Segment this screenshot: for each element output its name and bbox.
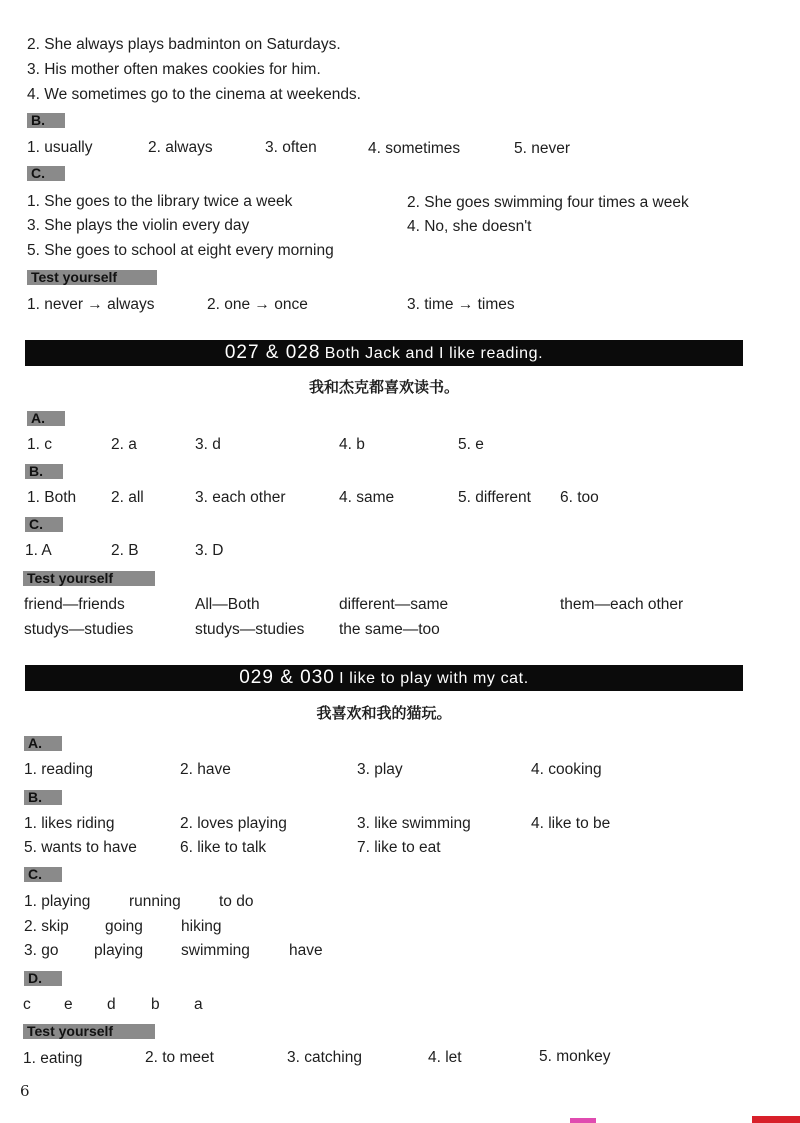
answer-item: 1. She goes to the library twice a week xyxy=(27,193,293,210)
answer-item: 2. skip xyxy=(24,918,69,935)
answer-item: 3. time → times xyxy=(407,296,515,313)
answer-item: going xyxy=(105,918,143,935)
answer-line: 2. She always plays badminton on Saturdays. xyxy=(27,36,341,53)
answer-item: 2. to meet xyxy=(145,1049,214,1066)
page-number: 6 xyxy=(20,1082,30,1100)
section-label-a: A. xyxy=(27,411,65,426)
answer-item: 1. reading xyxy=(24,761,93,778)
answer-item: 1. c xyxy=(27,436,52,453)
answer-line: 4. We sometimes go to the cinema at weekends. xyxy=(27,86,361,103)
answer-item: 6. like to talk xyxy=(180,839,267,856)
print-mark xyxy=(570,1118,596,1123)
section-label-a: A. xyxy=(24,736,62,751)
answer-item: studys—studies xyxy=(195,621,305,638)
answer-item: 6. too xyxy=(560,489,599,506)
answer-item: 5. never xyxy=(514,140,571,157)
answer-item: e xyxy=(64,996,73,1013)
answer-item: swimming xyxy=(181,942,250,959)
unit-subtitle: 我喜欢和我的猫玩。 xyxy=(316,704,452,722)
answer-item: running xyxy=(129,893,181,910)
answer-item: 1. likes riding xyxy=(24,815,115,832)
answer-item: 3. like swimming xyxy=(357,815,471,832)
test-yourself-label: Test yourself xyxy=(23,1024,155,1039)
answer-item: 1. never → always xyxy=(27,296,155,313)
unit-title: I like to play with my cat. xyxy=(339,670,529,687)
section-label-b: B. xyxy=(24,790,62,805)
answer-item: playing xyxy=(94,942,144,959)
section-label-c: C. xyxy=(25,517,63,532)
unit-number: 029 & 030 xyxy=(239,667,335,688)
section-label-d: D. xyxy=(24,971,62,986)
section-label-c: C. xyxy=(27,166,65,181)
answer-item: 4. same xyxy=(339,489,395,506)
answer-item: 2. a xyxy=(111,436,137,453)
unit-banner xyxy=(25,665,743,691)
answer-item: 1. playing xyxy=(24,893,91,910)
answer-item: 1. Both xyxy=(27,489,77,506)
section-label-b: B. xyxy=(27,113,65,128)
answer-item: 1. eating xyxy=(23,1050,83,1067)
unit-subtitle: 我和杰克都喜欢读书。 xyxy=(308,378,459,396)
answer-line: 3. His mother often makes cookies for him. xyxy=(27,61,321,78)
answer-item: 5. different xyxy=(458,489,531,506)
answer-item: 2. B xyxy=(111,542,139,559)
answer-item: 4. sometimes xyxy=(368,140,461,157)
answer-item: 2. all xyxy=(111,489,144,506)
answer-item: 3. play xyxy=(357,761,403,778)
section-label-b: B. xyxy=(25,464,63,479)
unit-title: Both Jack and I like reading. xyxy=(324,345,544,362)
answer-item: the same—too xyxy=(339,621,440,638)
answer-item: 3. catching xyxy=(287,1049,362,1066)
unit-number: 027 & 028 xyxy=(224,342,321,363)
answer-item: 4. let xyxy=(428,1049,462,1066)
answer-item: 3. She plays the violin every day xyxy=(27,217,250,234)
answer-item: 5. She goes to school at eight every morning xyxy=(27,242,334,259)
answer-item: 4. No, she doesn't xyxy=(407,218,532,235)
answer-item: 5. monkey xyxy=(539,1048,611,1065)
unit-banner xyxy=(25,340,743,366)
section-label-c: C. xyxy=(24,867,62,882)
answer-item: All—Both xyxy=(195,596,260,613)
answer-item: 5. wants to have xyxy=(24,839,137,856)
answer-item: 4. cooking xyxy=(531,761,602,778)
answer-item: studys—studies xyxy=(24,621,134,638)
answer-item: them—each other xyxy=(560,596,684,613)
answer-item: 3. each other xyxy=(195,489,286,506)
answer-item: 5. e xyxy=(458,436,484,453)
answer-item: b xyxy=(151,996,160,1013)
answer-item: 3. D xyxy=(195,542,224,559)
answer-item: 2. have xyxy=(180,761,231,778)
answer-item: hiking xyxy=(181,918,222,935)
answer-item: 2. one → once xyxy=(207,296,308,313)
answer-item: 3. d xyxy=(195,436,221,453)
answer-item: a xyxy=(194,996,203,1013)
answer-item: c xyxy=(23,996,31,1013)
test-yourself-label: Test yourself xyxy=(27,270,157,285)
answer-item: friend—friends xyxy=(24,596,125,613)
answer-item: 4. like to be xyxy=(531,815,611,832)
answer-item: 1. A xyxy=(25,542,52,559)
answer-item: 7. like to eat xyxy=(357,839,441,856)
answer-item: have xyxy=(289,942,323,959)
test-yourself-label: Test yourself xyxy=(23,571,155,586)
answer-item: 1. usually xyxy=(27,139,93,156)
print-mark xyxy=(752,1116,800,1123)
answer-item: 3. go xyxy=(24,942,59,959)
answer-item: d xyxy=(107,996,116,1013)
answer-item: 2. She goes swimming four times a week xyxy=(407,194,689,211)
answer-item: 2. always xyxy=(148,139,213,156)
answer-item: to do xyxy=(219,893,254,910)
answer-item: 2. loves playing xyxy=(180,815,287,832)
answer-item: 4. b xyxy=(339,436,365,453)
answer-item: 3. often xyxy=(265,139,317,156)
answer-item: different—same xyxy=(339,596,449,613)
